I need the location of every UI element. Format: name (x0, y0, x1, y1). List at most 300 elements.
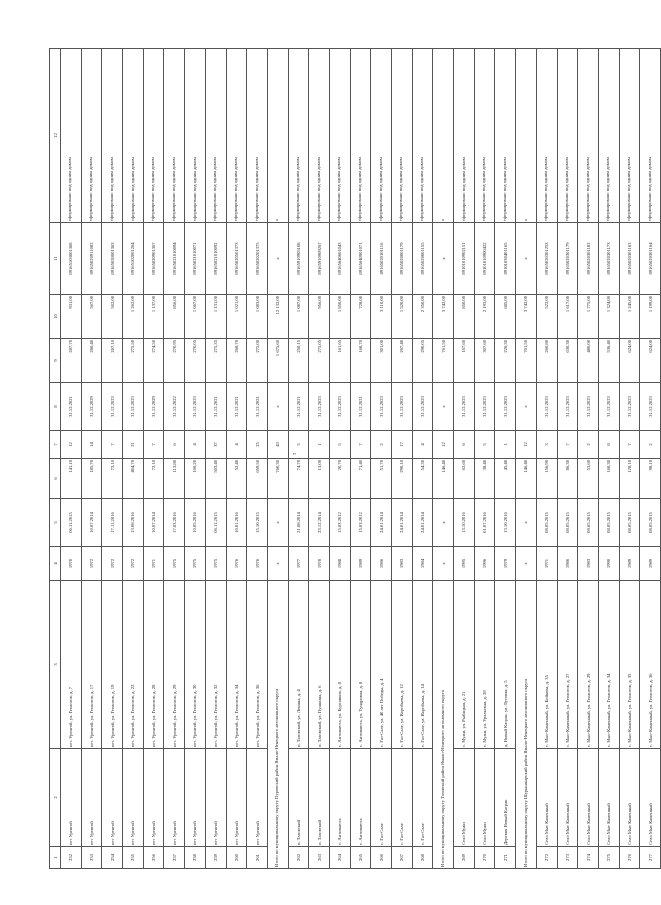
table-cell: 31.12.2023 (557, 383, 578, 431)
table-cell: 1 775,00 (578, 295, 599, 339)
table-cell: 106,20 (185, 459, 206, 499)
table-cell: 226,30 (495, 339, 516, 383)
table-cell: 262 (288, 847, 309, 869)
table-cell: 31.12.2023 (392, 383, 413, 431)
table-cell: 567,00 (81, 295, 102, 339)
table-cell: 31.12.2023 (619, 383, 640, 431)
table-cell: 1 199,00 (640, 295, 661, 339)
table-cell: 89165020501373 (226, 223, 247, 295)
table-cell: 4 (226, 431, 247, 459)
table-cell: 1975 (205, 547, 226, 581)
table-cell: 141,10 (61, 459, 82, 499)
table-cell: 275 (598, 847, 619, 869)
table-cell: 275,50 (123, 339, 144, 383)
table-cell: пгт Уренгой (164, 749, 185, 847)
table-cell: 2 (640, 431, 661, 459)
table-cell: пгт. Уренгой, ул. Геологов, д. 22 (123, 581, 144, 749)
table-cell: Село Мужи (474, 749, 495, 847)
table-cell: 7 (557, 431, 578, 459)
table-cell: 250,15 (288, 339, 309, 383)
table-cell: 307,60 (474, 339, 495, 383)
table-cell: 73,10 (102, 459, 123, 499)
table-cell: 7 (102, 431, 123, 459)
table-cell: 89165020901367 (143, 223, 164, 295)
table-cell: пгт Уренгой (247, 749, 268, 847)
table-cell: с. Мыс-Каменный, ул. Геологов, д. 35 (619, 581, 640, 749)
table-cell: с. Мыс-Каменный, ул. Геологов, д. 36 (640, 581, 661, 749)
table-cell: 89165020911082 (81, 223, 102, 295)
table-cell: 13.10.2016 (454, 499, 475, 547)
table-cell: 1970 (61, 547, 82, 581)
table-cell: 1 617,00 (557, 295, 578, 339)
table-cell: 31.12.2021 (288, 383, 309, 431)
table-cell: 659,50 (247, 459, 268, 499)
table-cell: 624,00 (619, 339, 640, 383)
table-cell: x (433, 223, 454, 295)
table-cell: 31.12.2023 (371, 383, 392, 431)
table-cell: пгт Уренгой (185, 749, 206, 847)
table-cell: 21 (123, 431, 144, 459)
table-cell: Итого по муниципальному округу Пуровский район Ямало-Ненецкого автономного округа (267, 581, 288, 869)
table-cell: Село Мыс Каменный (598, 749, 619, 847)
table-cell: Село Мыс Каменный (619, 749, 640, 847)
table-cell: 86,30 (557, 459, 578, 499)
table-cell: 5 (329, 431, 350, 459)
table-cell: Село Мыс Каменный (640, 749, 661, 847)
table-cell: пгт Уренгой (226, 749, 247, 847)
table-cell: 267,10 (102, 339, 123, 383)
table-cell: 31.12.2029 (81, 383, 102, 431)
table-cell: 931,00 (61, 295, 82, 339)
table-cell: 502,00 (102, 295, 123, 339)
table-cell: 276 (619, 847, 640, 869)
table-cell: п. Тазовский, ул. Пушкина, д. 6 (309, 581, 330, 749)
table-cell: сформировано под одним домом (205, 49, 226, 223)
table-cell: 01.07.2016 (474, 499, 495, 547)
table-cell: 275,05 (309, 339, 330, 383)
table-cell: 1983 (578, 547, 599, 581)
table-cell: 24.01.2014 (412, 499, 433, 547)
table-cell: 2 (371, 431, 392, 459)
table-cell: с. Газ-Сале, ул. Воробьева, д. 14 (412, 581, 433, 749)
table-cell: 54,30 (412, 459, 433, 499)
table-cell: 31.12.2023 (598, 383, 619, 431)
table-cell: 1983 (392, 547, 413, 581)
table-cell: 06.11.2015 (205, 499, 226, 547)
table-cell: 31.12.2023 (474, 383, 495, 431)
table-cell: Итого по муниципальному округу Шурышкарский район Ямало-Ненецкого автономного округа (516, 581, 537, 869)
table-row (371, 49, 392, 869)
table-cell: 263 (309, 847, 330, 869)
table-cell: 167,60 (454, 339, 475, 383)
table-cell: 5 (474, 431, 495, 459)
table-cell: 24.01.2014 (371, 499, 392, 547)
table-cell: 1 324,00 (598, 295, 619, 339)
table-cell: 1 137,00 (143, 295, 164, 339)
table-cell: 1989 (640, 547, 661, 581)
table-row-total (516, 49, 537, 869)
table-cell: 522,00 (536, 295, 557, 339)
table-cell: 89165020301163 (619, 223, 640, 295)
page-mark: " (293, 452, 296, 460)
table-cell: 254 (102, 847, 123, 869)
table-cell: 1971 (536, 547, 557, 581)
table-cell: 1989 (350, 547, 371, 581)
table-cell: 404,70 (123, 459, 144, 499)
table-cell: сформировано под одним домом (61, 49, 82, 223)
table-cell: пгт. Уренгой, ул. Геологов, д. 29 (164, 581, 185, 749)
table-cell: 761,50 (433, 339, 454, 383)
table-cell: 89165103001368 (61, 223, 82, 295)
table-cell: 1 245,00 (619, 295, 640, 339)
table-cell: Село Мыс Каменный (557, 749, 578, 847)
table-cell: пгт. Уренгой, ул. Геологов, д. 34 (226, 581, 247, 749)
table-cell: 1972 (123, 547, 144, 581)
table-cell: 12 132,00 (267, 295, 288, 339)
table-cell: 253 (81, 847, 102, 869)
table-cell: 7 (619, 431, 640, 459)
table-cell: 146,40 (433, 459, 454, 499)
table-cell: 1972 (81, 547, 102, 581)
table-cell: 08.05.2015 (640, 499, 661, 547)
table-cell: x (267, 223, 288, 295)
table-cell: x (433, 499, 454, 547)
table-cell: 269 (454, 847, 475, 869)
table-cell: д. Новый Катрак, ул. Луговая, д. 5 (495, 581, 516, 749)
table-cell: 268 (412, 847, 433, 869)
table-cell: 1976 (247, 547, 268, 581)
table-row (619, 49, 640, 869)
table-row (412, 49, 433, 869)
table-cell: 15.03.2012 (329, 499, 350, 547)
table-cell: пгт. Уренгой, ул. Геологов, д. 17 (81, 581, 102, 749)
table-cell: 1986 (557, 547, 578, 581)
table-cell: 1975 (185, 547, 206, 581)
col-header: 1 (50, 847, 61, 869)
table-cell: пгт. Уренгой, ул. Геологов, д. 36 (247, 581, 268, 749)
table-row (123, 49, 144, 869)
table-cell: 31.12.2023 (185, 383, 206, 431)
table-cell: 267 (392, 847, 413, 869)
table-cell: п. Тазовский (309, 749, 330, 847)
table-cell: 287,70 (61, 339, 82, 383)
table-cell: 89165020301182 (578, 223, 599, 295)
table-cell: 23.12.2014 (309, 499, 330, 547)
table-cell: x (516, 499, 537, 547)
table-cell: 89165021010094 (164, 223, 185, 295)
table-cell: 270,95 (164, 339, 185, 383)
table-cell: 1984 (412, 547, 433, 581)
table-cell: 1 131,00 (205, 295, 226, 339)
table-cell: 89165910905108 (288, 223, 309, 295)
table-cell: 53,60 (578, 459, 599, 499)
table-cell: пгт Уренгой (102, 749, 123, 847)
table-cell: 1979 (495, 547, 516, 581)
table-cell: 255 (123, 847, 144, 869)
table-cell: 37 (205, 431, 226, 459)
table-cell: 1975 (164, 547, 185, 581)
table-cell: 1 675,60 (267, 339, 288, 383)
col-header: 3 (50, 581, 61, 749)
col-header: 10 (50, 295, 61, 339)
table-cell: сформировано под одним домом (536, 49, 557, 223)
table-cell: 5 (288, 431, 309, 459)
table-cell: пгт Уренгой (81, 749, 102, 847)
table-cell: 1996 (474, 547, 495, 581)
table-cell: 1990 (598, 547, 619, 581)
table-cell: 161,65 (329, 339, 350, 383)
table-cell: 128,10 (619, 459, 640, 499)
table-cell: 10.07.2014 (81, 499, 102, 547)
table-row (392, 49, 413, 869)
col-header: 6 (50, 459, 61, 499)
table-cell: сформировано под одним домом (371, 49, 392, 223)
table-cell: 268,70 (226, 339, 247, 383)
table-cell: 71,40 (350, 459, 371, 499)
table-cell: 74,70 (288, 459, 309, 499)
table-cell: с. Мыс-Каменный, ул. Бойкова, д. 35 (536, 581, 557, 749)
table-cell: 17.03.2016 (164, 499, 185, 547)
table-row (61, 49, 82, 869)
table-cell: 89165020301179 (557, 223, 578, 295)
table-cell: 1 087,00 (288, 295, 309, 339)
table-cell: 08.05.2015 (598, 499, 619, 547)
table-cell: с. Антипаюта, ул. Тундровая, д. 8 (350, 581, 371, 749)
table-cell: Село Мыс Каменный (536, 749, 557, 847)
table-cell: 31.12.2023 (102, 383, 123, 431)
rotated-page (49, 49, 653, 869)
table-cell: x (433, 383, 454, 431)
table-cell: 146,40 (516, 459, 537, 499)
table-cell: 72,10 (143, 459, 164, 499)
table-cell: сформировано под одним домом (619, 49, 640, 223)
table-cell: 89165020301253 (536, 223, 557, 295)
table-cell: 31.12.2023 (309, 383, 330, 431)
table-cell: 760,30 (267, 459, 288, 499)
table-cell: 728,00 (350, 295, 371, 339)
table-row (495, 49, 516, 869)
table-row (81, 49, 102, 869)
table-cell: 252 (61, 847, 82, 869)
table-cell: 3 742,00 (516, 295, 537, 339)
table-cell: 21.08.2014 (288, 499, 309, 547)
table-cell: 13.10.2016 (495, 499, 516, 547)
table-cell: сформировано под одним домом (598, 49, 619, 223)
table-cell: сформировано под одним домом (495, 49, 516, 223)
col-header: 11 (50, 223, 61, 295)
table-cell: с. Мужи, ул. Уральская, д. 28 (474, 581, 495, 749)
col-header: 5 (50, 499, 61, 547)
table-row (454, 49, 475, 869)
table-cell: Деревня Новый Катрак (495, 749, 516, 847)
table-cell: 856,00 (164, 295, 185, 339)
table-cell: с. Газ-Сале, ул. 40 лет Победы, д. 4 (371, 581, 392, 749)
table-cell: 89165640901071 (350, 223, 371, 295)
table-cell: 272 (536, 847, 557, 869)
table-cell: 3 742,00 (433, 295, 454, 339)
table-row (578, 49, 599, 869)
table-cell: x (267, 383, 288, 431)
table-cell: 290,05 (412, 339, 433, 383)
table-cell: сформировано под одним домом (81, 49, 102, 223)
table-cell: 89165020001179 (392, 223, 413, 295)
col-header: 8 (50, 383, 61, 431)
table-cell: 264 (329, 847, 350, 869)
table-cell: 6 (454, 431, 475, 459)
table-cell: 31.12.2022 (164, 383, 185, 431)
table-cell: 7 (143, 431, 164, 459)
table-cell: 08.05.2015 (536, 499, 557, 547)
table-cell: 630,30 (557, 339, 578, 383)
table-cell: Итого по муниципальному округу Тазовский район Ямало-Ненецкого автономного округа (433, 581, 454, 869)
table-cell: 273 (557, 847, 578, 869)
table-cell: x (516, 547, 537, 581)
table-cell: x (433, 49, 454, 223)
table-row (143, 49, 164, 869)
table-cell: сформировано под одним домом (578, 49, 599, 223)
table-cell: 89165020201375 (247, 223, 268, 295)
table-cell: сформировано под одним домом (143, 49, 164, 223)
table-cell: сформировано под одним домом (247, 49, 268, 223)
table-row (474, 49, 495, 869)
table-cell: с. Антипаюта (329, 749, 350, 847)
table-cell: 1972 (102, 547, 123, 581)
table-cell: 1986 (371, 547, 392, 581)
table-cell: 4 (185, 431, 206, 459)
table-cell: 168,70 (350, 339, 371, 383)
table-cell: 89165020001155 (412, 223, 433, 295)
table-cell: 31.12.2023 (454, 383, 475, 431)
table-cell: с. Газ-Сале (371, 749, 392, 847)
table-cell: 8 (598, 431, 619, 459)
table-cell: 3 110,00 (371, 295, 392, 339)
table-cell: 480,00 (578, 339, 599, 383)
table-cell: 89165102001264 (123, 223, 144, 295)
table-row-total (267, 49, 288, 869)
table-cell: 1 520,00 (392, 295, 413, 339)
table-cell: 275,00 (247, 339, 268, 383)
table-cell: 1 021,00 (226, 295, 247, 339)
table-cell: п. Тазовский (288, 749, 309, 847)
table-row (226, 49, 247, 869)
table-cell: с. Мыс-Каменный, ул. Геологов, д. 27 (557, 581, 578, 749)
table-cell: с. Антипаюта (350, 749, 371, 847)
table-cell: 274 (578, 847, 599, 869)
table-cell: сформировано под одним домом (329, 49, 350, 223)
table-cell: 25 (247, 431, 268, 459)
table-cell: сформировано под одним домом (350, 49, 371, 223)
table-cell: 52,40 (226, 459, 247, 499)
table-cell: 1 083,00 (247, 295, 268, 339)
table-cell: пгт Уренгой (143, 749, 164, 847)
table-cell: x (267, 499, 288, 547)
table-cell: 31.12.2021 (226, 383, 247, 431)
table-cell: 31.12.2021 (205, 383, 226, 431)
table-cell: 2 193,00 (474, 295, 495, 339)
table-cell: сформировано под одним домом (474, 49, 495, 223)
table-cell: 31.12.2023 (412, 383, 433, 431)
table-cell: пгт. Уренгой, ул. Геологов, д. 30 (185, 581, 206, 749)
table-cell: сформировано под одним домом (392, 49, 413, 223)
table-cell: с. Газ-Сале (412, 749, 433, 847)
table-cell: 3 (536, 431, 557, 459)
table-cell: x (433, 547, 454, 581)
table-cell: 701,50 (516, 339, 537, 383)
table-cell: 89101010900422 (474, 223, 495, 295)
table-cell: 89101010902151 (454, 223, 475, 295)
col-header: 7 (50, 431, 61, 459)
housing-table (49, 48, 661, 869)
table-cell: 271 (495, 847, 516, 869)
table-row (185, 49, 206, 869)
table-cell: 06.11.2015 (61, 499, 82, 547)
table-cell: 685,00 (495, 295, 516, 339)
table-cell: с. Мужи, ул. Рыбацкая, д. 21 (454, 581, 475, 749)
table-cell: 38,40 (474, 459, 495, 499)
table-cell: пгт. Уренгой, ул. Геологов, д. 32 (205, 581, 226, 749)
table-cell: 956,00 (309, 295, 330, 339)
table-cell: 31.12.2023 (578, 383, 599, 431)
table-cell: 10.07.2014 (143, 499, 164, 547)
table-cell: 17.11.2016 (102, 499, 123, 547)
table-cell: 12 (516, 431, 537, 459)
table-cell: пгт. Уренгой, ул. Геологов, д. 28 (143, 581, 164, 749)
table-cell: 267,40 (392, 339, 413, 383)
table-row (350, 49, 371, 869)
table-cell: пгт. Уренгой, ул. Геологов, д. 7 (61, 581, 82, 749)
table-cell: 08.05.2015 (557, 499, 578, 547)
table-cell: 10.05.2016 (185, 499, 206, 547)
table-cell: 113,80 (164, 459, 185, 499)
table-cell: 89165910909267 (309, 223, 330, 295)
table-cell: 185,70 (81, 459, 102, 499)
table-cell: 168,30 (598, 459, 619, 499)
table-cell: сформировано под одним домом (557, 49, 578, 223)
table-cell: сформировано под одним домом (309, 49, 330, 223)
table-cell: сформировано под одним домом (412, 49, 433, 223)
table-cell: сформировано под одним домом (185, 49, 206, 223)
table-cell: пгт Уренгой (123, 749, 144, 847)
table-cell: 270,05 (185, 339, 206, 383)
table-cell: 301,00 (371, 339, 392, 383)
table-cell: 275,35 (205, 339, 226, 383)
table-cell: 13,00 (309, 459, 330, 499)
table-cell: 624,00 (640, 339, 661, 383)
table-row (102, 49, 123, 869)
table-cell: 31.12.2023 (123, 383, 144, 431)
table-cell: 274,50 (143, 339, 164, 383)
table-cell: сформировано под одним домом (164, 49, 185, 223)
table-cell: 1989 (619, 547, 640, 581)
table-cell: 1976 (226, 547, 247, 581)
table-cell: 261 (247, 847, 268, 869)
col-header: 4 (50, 547, 61, 581)
table-cell: 258 (185, 847, 206, 869)
table-cell: 51,70 (371, 459, 392, 499)
col-header: 9 (50, 339, 61, 383)
table-cell: 503,40 (205, 459, 226, 499)
table-cell: 31.12.2023 (640, 383, 661, 431)
table-cell: 259 (205, 847, 226, 869)
table-cell: 1995 (454, 547, 475, 581)
table-cell: 12 (61, 431, 82, 459)
table-cell: сформировано под одним домом (123, 49, 144, 223)
table-cell: Село Мыс Каменный (578, 749, 599, 847)
table-cell: 62,60 (454, 459, 475, 499)
table-cell: x (516, 383, 537, 431)
table-cell: x (267, 49, 288, 223)
col-header: 12 (50, 49, 61, 223)
